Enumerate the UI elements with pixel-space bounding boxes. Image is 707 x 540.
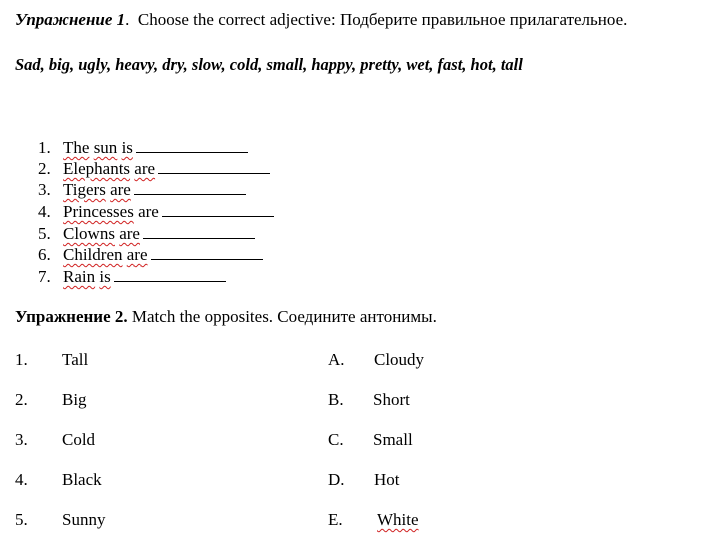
left-number: 3.	[15, 430, 28, 449]
exercise2-heading	[15, 307, 437, 327]
right-letter: A.	[328, 350, 345, 369]
item-word: Tigers	[63, 180, 106, 199]
answer-blank[interactable]	[114, 267, 226, 282]
item-word: Princesses	[63, 202, 134, 221]
word-bank: Sad, big, ugly, heavy, dry, slow, cold, small, happy, pretty, wet, fast, hot, tall	[15, 55, 523, 74]
list-item-number: 1.	[38, 138, 51, 157]
list-item-number: 6.	[38, 245, 51, 264]
right-word[interactable]: Cloudy	[374, 350, 425, 369]
list-item-number: 5.	[38, 224, 51, 243]
left-number: 4.	[15, 470, 28, 489]
item-word: is	[121, 138, 133, 157]
item-word: The	[63, 138, 90, 157]
left-number: 1.	[15, 350, 28, 369]
right-letter: C.	[328, 430, 344, 449]
right-letter: E.	[328, 510, 343, 529]
item-word: Children	[63, 245, 123, 264]
left-word[interactable]: Big	[62, 390, 87, 409]
list-item	[63, 159, 270, 179]
answer-blank[interactable]	[162, 202, 274, 217]
exercise1-title: Упражнение 1	[15, 10, 126, 29]
left-word[interactable]: Cold	[62, 430, 96, 449]
item-word: are	[110, 180, 131, 199]
answer-blank[interactable]	[151, 245, 263, 260]
list-item-number: 3.	[38, 180, 51, 199]
item-word: are	[126, 245, 148, 264]
list-item	[63, 267, 226, 287]
list-item-number: 4.	[38, 202, 51, 221]
exercise1-heading	[15, 10, 627, 30]
list-item	[63, 224, 255, 244]
right-word[interactable]: White	[377, 510, 419, 529]
left-number: 5.	[15, 510, 28, 529]
exercise2-instruction: Match the opposites. Соедините антонимы.	[131, 307, 437, 326]
list-item	[63, 180, 246, 200]
item-word: are	[119, 224, 140, 243]
exercise1-instruction: Choose the correct adjective: Подберите правильное прилагательное.	[137, 10, 628, 29]
right-word[interactable]: Short	[373, 390, 410, 409]
title-period: .	[125, 10, 138, 29]
item-word: Clowns	[63, 224, 115, 243]
answer-blank[interactable]	[134, 180, 246, 195]
right-word[interactable]: Small	[373, 430, 413, 449]
item-word: is	[99, 267, 111, 286]
answer-blank[interactable]	[143, 224, 255, 239]
item-word: are	[138, 202, 159, 221]
list-item	[63, 245, 263, 265]
left-word[interactable]: Sunny	[62, 510, 106, 529]
left-word[interactable]: Black	[62, 470, 102, 489]
list-item	[63, 138, 248, 158]
exercise2-title: Упражнение 2.	[15, 307, 128, 326]
item-word: Rain	[63, 267, 96, 286]
item-word: Elephants	[63, 159, 131, 178]
right-word[interactable]: Hot	[374, 470, 400, 489]
answer-blank[interactable]	[136, 138, 248, 153]
list-item	[63, 202, 274, 222]
right-letter: B.	[328, 390, 344, 409]
item-word: sun	[93, 138, 118, 157]
left-number: 2.	[15, 390, 28, 409]
right-letter: D.	[328, 470, 345, 489]
list-item-number: 2.	[38, 159, 51, 178]
answer-blank[interactable]	[158, 159, 270, 174]
item-word: are	[134, 159, 156, 178]
left-word[interactable]: Tall	[62, 350, 89, 369]
list-item-number: 7.	[38, 267, 51, 286]
